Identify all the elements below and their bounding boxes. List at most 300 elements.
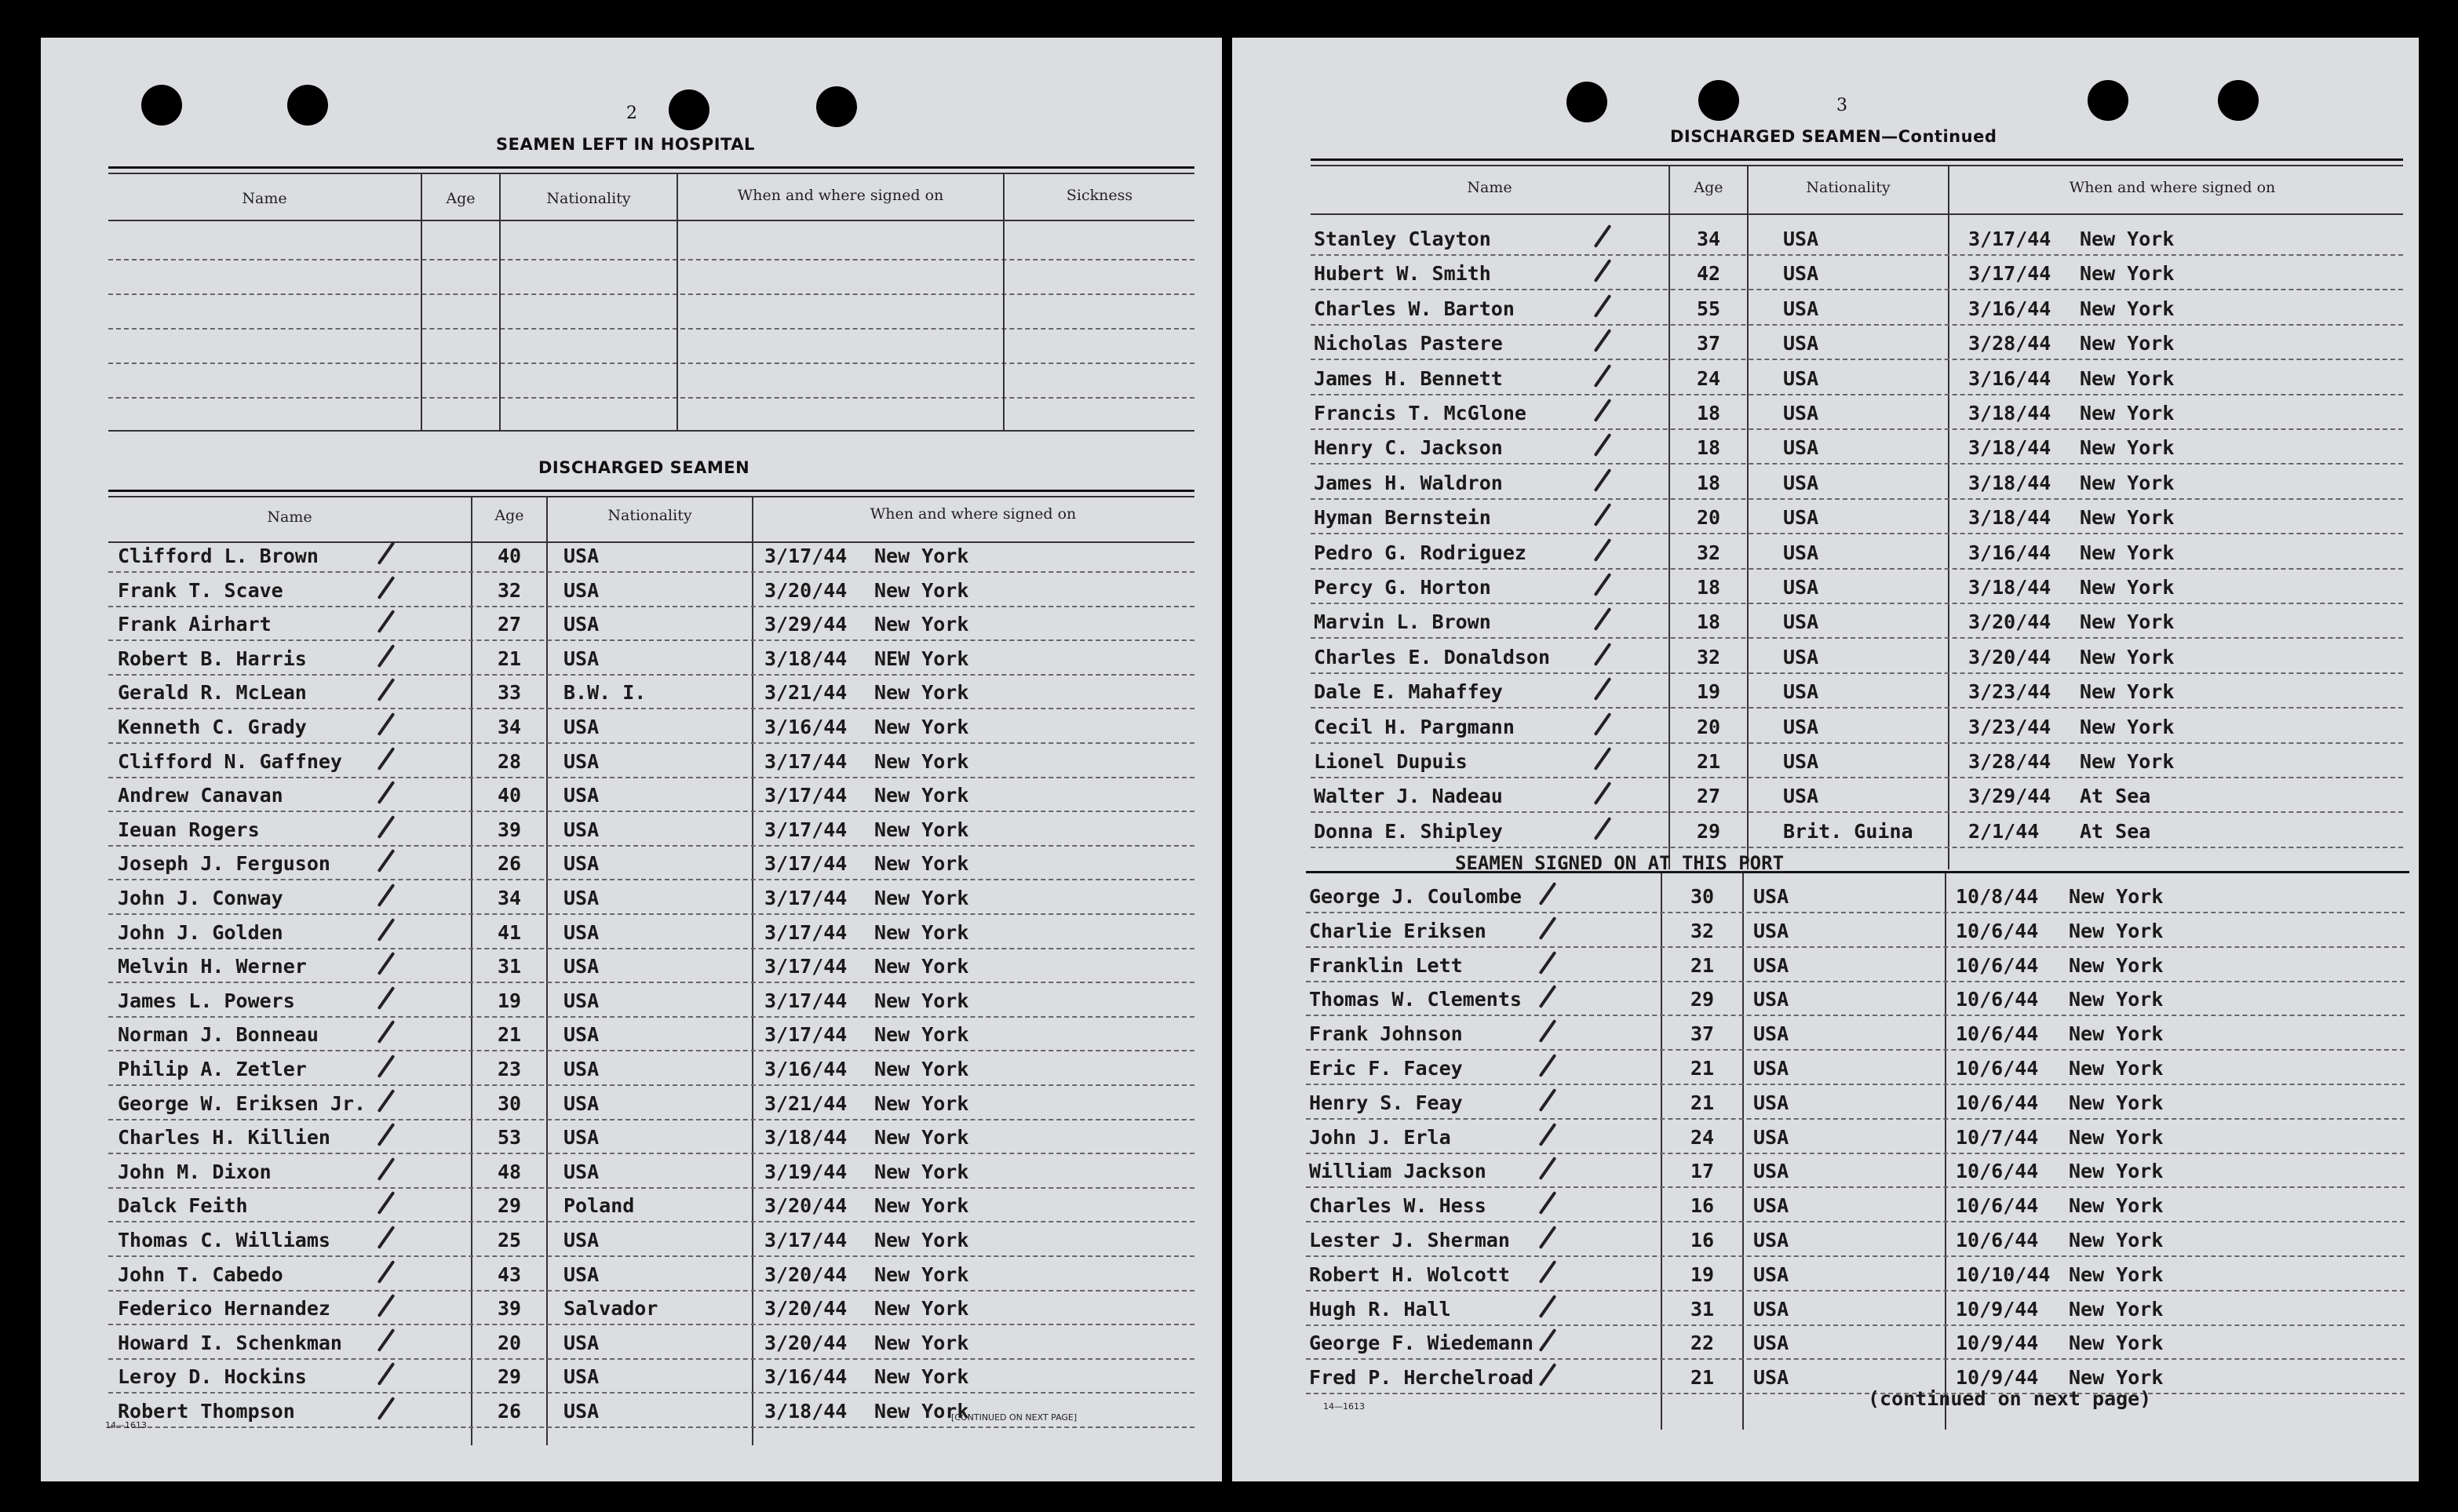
discharged-section-title: DISCHARGED SEAMEN <box>538 458 750 477</box>
seaman-name: Charles W. Barton <box>1314 297 1515 320</box>
signed-on-place: New York <box>2069 1125 2164 1149</box>
discharged-col-signed-on: When and where signed on <box>870 505 1077 523</box>
seaman-name: Charlie Eriksen <box>1309 919 1486 942</box>
seaman-age: 29 <box>497 1194 522 1218</box>
seaman-name: Ieuan Rogers <box>118 818 260 841</box>
signed-on-date: 10/6/44 <box>1956 1057 2039 1080</box>
signed-on-date: 3/16/44 <box>1968 297 2051 320</box>
seaman-name: Hyman Bernstein <box>1314 506 1491 530</box>
seaman-nationality: USA <box>563 578 600 602</box>
signed-on-place: New York <box>874 613 969 636</box>
seaman-name: Federico Hernandez <box>118 1297 330 1321</box>
col-age: Age <box>1694 179 1723 196</box>
seaman-nationality: USA <box>1753 1229 1789 1251</box>
signed-on-place: New York <box>874 1023 969 1047</box>
seaman-age: 34 <box>497 887 522 909</box>
signed-on-place: New York <box>2069 1229 2164 1251</box>
signed-on-place: New York <box>2080 680 2175 704</box>
signed-on-date: 3/29/44 <box>1968 785 2051 808</box>
check-mark-icon <box>1594 607 1612 631</box>
signed-on-date: 3/17/44 <box>764 1023 848 1047</box>
check-mark-icon <box>1594 782 1612 805</box>
signed-on-date: 10/6/44 <box>1956 1160 2039 1183</box>
seaman-name: Hubert W. Smith <box>1314 262 1491 286</box>
seaman-name: Melvin H. Werner <box>118 955 307 978</box>
seaman-name: Charles E. Donaldson <box>1314 645 1551 669</box>
signed-on-place: New York <box>2069 1194 2164 1218</box>
signed-on-date: 3/28/44 <box>1968 750 2051 773</box>
page-title: DISCHARGED SEAMEN—Continued <box>1670 127 1997 146</box>
check-mark-icon <box>1594 817 1612 840</box>
signed-on-date: 3/20/44 <box>1968 610 2051 634</box>
signed-on-date: 10/6/44 <box>1956 953 2039 977</box>
check-mark-icon <box>1539 1123 1557 1146</box>
check-mark-icon <box>1594 712 1612 736</box>
seaman-age: 16 <box>1690 1229 1715 1251</box>
seaman-nationality: USA <box>563 545 600 567</box>
col-signed-on: When and where signed on <box>2069 179 2276 196</box>
seaman-age: 20 <box>497 1331 522 1354</box>
signed-on-place: New York <box>2069 1366 2164 1390</box>
signed-on-date: 3/17/44 <box>764 818 848 841</box>
signed-on-place: At Sea <box>2080 819 2151 843</box>
seaman-name: Kenneth C. Grady <box>118 716 307 738</box>
seaman-nationality: USA <box>563 955 600 978</box>
seaman-age: 32 <box>497 578 522 602</box>
check-mark-icon <box>1539 1191 1557 1215</box>
signed-on-date: 3/17/44 <box>764 1229 848 1251</box>
seaman-nationality: USA <box>563 920 600 944</box>
check-mark-icon <box>1594 468 1612 492</box>
check-mark-icon <box>377 815 396 839</box>
seaman-age: 34 <box>497 716 522 738</box>
seaman-nationality: USA <box>563 1160 600 1183</box>
signed-on-date: 3/16/44 <box>764 716 848 738</box>
seaman-name: John J. Golden <box>118 920 283 944</box>
seaman-name: Norman J. Bonneau <box>118 1023 319 1047</box>
seaman-age: 32 <box>1690 919 1715 942</box>
seaman-age: 21 <box>1690 1366 1715 1390</box>
check-mark-icon <box>1594 643 1612 666</box>
seaman-name: Pedro G. Rodriguez <box>1314 541 1526 564</box>
signed-on-place: New York <box>874 1229 969 1251</box>
signed-on-date: 3/23/44 <box>1968 680 2051 704</box>
signed-on-place: New York <box>2069 988 2164 1011</box>
signed-on-place: New York <box>874 818 969 841</box>
seaman-name: Andrew Canavan <box>118 784 283 807</box>
signed-on-place: New York <box>874 749 969 773</box>
form-number: 14—1613 <box>105 1420 147 1430</box>
seaman-nationality: USA <box>1783 262 1819 286</box>
signed-on-place: New York <box>2080 541 2175 564</box>
seaman-age: 17 <box>1690 1160 1715 1183</box>
seaman-name: Philip A. Zetler <box>118 1058 307 1080</box>
check-mark-icon <box>1539 1328 1557 1352</box>
seaman-name: Thomas W. Clements <box>1309 988 1522 1011</box>
signed-on-place: New York <box>2069 1160 2164 1183</box>
seaman-name: Dalck Feith <box>118 1194 248 1218</box>
signed-on-place: New York <box>2080 576 2175 599</box>
seaman-name: John M. Dixon <box>118 1160 272 1183</box>
signed-on-date: 3/20/44 <box>1968 645 2051 669</box>
seaman-age: 21 <box>1690 1091 1715 1114</box>
signed-on-date: 10/6/44 <box>1956 1194 2039 1218</box>
seaman-nationality: USA <box>563 647 600 670</box>
seaman-age: 43 <box>497 1262 522 1286</box>
seaman-nationality: USA <box>1753 1057 1789 1080</box>
signed-on-place: New York <box>874 681 969 705</box>
check-mark-icon <box>377 712 396 736</box>
seaman-nationality: USA <box>563 887 600 909</box>
signed-on-place: New York <box>2080 715 2175 738</box>
signed-on-place: New York <box>2069 1297 2164 1321</box>
signed-on-place: New York <box>2080 610 2175 634</box>
check-mark-icon <box>377 1089 396 1113</box>
hospital-col-signed-on: When and where signed on <box>737 187 944 204</box>
seaman-nationality: USA <box>1753 1022 1789 1046</box>
seaman-age: 25 <box>497 1229 522 1251</box>
check-mark-icon <box>1594 329 1612 352</box>
seaman-nationality: USA <box>563 1262 600 1286</box>
seaman-name: Marvin L. Brown <box>1314 610 1491 634</box>
check-mark-icon <box>377 747 396 771</box>
seaman-age: 23 <box>497 1058 522 1080</box>
signed-on-date: 3/17/44 <box>1968 262 2051 286</box>
signed-on-date: 3/18/44 <box>1968 506 2051 530</box>
check-mark-icon <box>377 918 396 942</box>
signed-on-place: New York <box>2069 1022 2164 1046</box>
seaman-age: 27 <box>497 613 522 636</box>
discharged-col-nationality: Nationality <box>607 507 692 524</box>
seaman-age: 20 <box>1696 715 1721 738</box>
seaman-age: 42 <box>1696 262 1721 286</box>
signed-on-date: 3/20/44 <box>764 1297 848 1321</box>
check-mark-icon <box>1594 747 1612 771</box>
signed-on-date: 10/6/44 <box>1956 919 2039 942</box>
form-number: 14—1613 <box>1323 1401 1365 1412</box>
check-mark-icon <box>1539 1260 1557 1284</box>
signed-on-date: 3/18/44 <box>1968 471 2051 494</box>
check-mark-icon <box>377 1362 396 1386</box>
signed-on-place: New York <box>874 784 969 807</box>
seaman-nationality: USA <box>1753 1194 1789 1218</box>
seaman-nationality: USA <box>1753 919 1789 942</box>
signed-on-place: New York <box>874 1091 969 1115</box>
seaman-name: Donna E. Shipley <box>1314 819 1503 843</box>
seaman-age: 39 <box>497 818 522 841</box>
seaman-nationality: Salvador <box>563 1297 658 1321</box>
seaman-name: George W. Eriksen Jr. <box>118 1091 367 1115</box>
seaman-nationality: USA <box>1753 953 1789 977</box>
signed-on-date: 3/17/44 <box>764 852 848 876</box>
signed-on-place: New York <box>874 1262 969 1286</box>
left-page <box>41 38 1222 1481</box>
signed-on-place: New York <box>2080 228 2175 250</box>
seaman-age: 28 <box>497 749 522 773</box>
seaman-name: Robert H. Wolcott <box>1309 1262 1510 1286</box>
seaman-age: 19 <box>1696 680 1721 704</box>
check-mark-icon <box>377 884 396 907</box>
signed-on-place: New York <box>874 887 969 909</box>
check-mark-icon <box>377 1260 396 1284</box>
signed-on-date: 10/9/44 <box>1956 1332 2039 1355</box>
signed-on-place: New York <box>2080 645 2175 669</box>
signed-on-date: 10/9/44 <box>1956 1297 2039 1321</box>
seaman-nationality: USA <box>1753 1332 1789 1355</box>
seaman-name: James H. Bennett <box>1314 366 1503 390</box>
seaman-name: George F. Wiedemann <box>1309 1332 1534 1355</box>
seaman-nationality: B.W. I. <box>563 681 647 705</box>
signed-on-place: New York <box>874 1160 969 1183</box>
signed-on-place: New York <box>2080 750 2175 773</box>
check-mark-icon <box>377 1191 396 1215</box>
punch-hole <box>1698 80 1739 121</box>
seaman-age: 18 <box>1696 471 1721 494</box>
signed-on-date: 3/23/44 <box>1968 715 2051 738</box>
seaman-name: Stanley Clayton <box>1314 228 1491 250</box>
seaman-age: 41 <box>497 920 522 944</box>
signed-on-date: 3/20/44 <box>764 1194 848 1218</box>
seaman-nationality: USA <box>1783 715 1819 738</box>
signed-on-place: New York <box>2069 1091 2164 1114</box>
seaman-name: George J. Coulombe <box>1309 885 1522 908</box>
seaman-nationality: USA <box>1783 402 1819 424</box>
seaman-name: Henry S. Feay <box>1309 1091 1463 1114</box>
seaman-nationality: USA <box>1753 988 1789 1011</box>
signed-on-date: 3/17/44 <box>764 955 848 978</box>
check-mark-icon <box>377 1226 396 1249</box>
check-mark-icon <box>377 1055 396 1078</box>
hospital-col-name: Name <box>242 190 287 207</box>
seaman-nationality: USA <box>563 1229 600 1251</box>
seaman-name: Frank Airhart <box>118 613 272 636</box>
punch-hole <box>816 86 857 127</box>
seaman-age: 31 <box>497 955 522 978</box>
seaman-age: 21 <box>497 1023 522 1047</box>
check-mark-icon <box>1594 224 1612 248</box>
punch-hole <box>2088 80 2128 121</box>
seaman-nationality: USA <box>1783 366 1819 390</box>
signed-on-date: 10/10/44 <box>1956 1262 2051 1286</box>
seaman-age: 21 <box>1690 1057 1715 1080</box>
signed-on-date: 3/20/44 <box>764 1331 848 1354</box>
signed-on-place: New York <box>874 578 969 602</box>
signed-on-place: New York <box>874 1194 969 1218</box>
seaman-age: 18 <box>1696 402 1721 424</box>
signed-on-place: New York <box>874 716 969 738</box>
signed-on-date: 10/9/44 <box>1956 1366 2039 1390</box>
seaman-nationality: USA <box>1753 1297 1789 1321</box>
seaman-name: Robert Thompson <box>118 1400 295 1423</box>
page-number: 2 <box>626 104 637 123</box>
signed-on-date: 3/17/44 <box>764 749 848 773</box>
seaman-age: 40 <box>497 545 522 567</box>
seaman-nationality: USA <box>1783 750 1819 773</box>
seaman-name: Lionel Dupuis <box>1314 750 1468 773</box>
seaman-age: 21 <box>1690 953 1715 977</box>
signed-on-date: 3/28/44 <box>1968 332 2051 355</box>
hospital-col-sickness: Sickness <box>1066 187 1133 204</box>
signed-on-place: New York <box>2080 402 2175 424</box>
check-mark-icon <box>1594 399 1612 422</box>
punch-hole <box>2218 80 2259 121</box>
check-mark-icon <box>377 644 396 668</box>
seaman-nationality: USA <box>563 1058 600 1080</box>
check-mark-icon <box>377 1157 396 1181</box>
check-mark-icon <box>1594 677 1612 701</box>
seaman-nationality: USA <box>563 1365 600 1389</box>
punch-hole <box>287 85 328 126</box>
seaman-nationality: USA <box>1783 541 1819 564</box>
signed-on-date: 3/18/44 <box>1968 576 2051 599</box>
signed-on-date: 10/6/44 <box>1956 988 2039 1011</box>
seaman-name: Leroy D. Hockins <box>118 1365 307 1389</box>
signed-on-date: 3/20/44 <box>764 1262 848 1286</box>
seaman-age: 22 <box>1690 1332 1715 1355</box>
seaman-age: 19 <box>1690 1262 1715 1286</box>
signed-on-date: 3/17/44 <box>1968 228 2051 250</box>
punch-hole <box>141 85 182 126</box>
seaman-name: Hugh R. Hall <box>1309 1297 1451 1321</box>
discharged-col-name: Name <box>267 508 312 526</box>
seaman-age: 39 <box>497 1297 522 1321</box>
check-mark-icon <box>1594 433 1612 457</box>
signed-on-place: New York <box>874 545 969 567</box>
seaman-nationality: USA <box>1783 680 1819 704</box>
seaman-name: James L. Powers <box>118 989 295 1012</box>
signed-on-place: New York <box>874 1297 969 1321</box>
signed-on-place: New York <box>874 1126 969 1149</box>
signed-on-date: 3/21/44 <box>764 1091 848 1115</box>
check-mark-icon <box>377 1020 396 1044</box>
seaman-name: Howard I. Schenkman <box>118 1331 342 1354</box>
signed-on-date: 10/6/44 <box>1956 1229 2039 1251</box>
signed-on-date: 3/17/44 <box>764 784 848 807</box>
check-mark-icon <box>377 610 396 633</box>
seaman-nationality: USA <box>563 852 600 876</box>
seaman-name: Charles W. Hess <box>1309 1194 1486 1218</box>
seaman-age: 48 <box>497 1160 522 1183</box>
right-page <box>1232 38 2419 1481</box>
hospital-col-age: Age <box>446 190 476 207</box>
seaman-nationality: USA <box>1783 228 1819 250</box>
seaman-name: Nicholas Pastere <box>1314 332 1503 355</box>
check-mark-icon <box>1594 364 1612 388</box>
seaman-age: 30 <box>1690 885 1715 908</box>
seaman-age: 18 <box>1696 576 1721 599</box>
signed-on-place: New York <box>2080 262 2175 286</box>
seaman-age: 24 <box>1690 1125 1715 1149</box>
signed-on-place: New York <box>2080 366 2175 390</box>
seaman-name: Lester J. Sherman <box>1309 1229 1510 1251</box>
seaman-name: John J. Conway <box>118 887 283 909</box>
signed-on-place: New York <box>2080 297 2175 320</box>
signed-on-date: 10/6/44 <box>1956 1022 2039 1046</box>
seaman-age: 27 <box>1696 785 1721 808</box>
seaman-age: 26 <box>497 852 522 876</box>
seaman-nationality: USA <box>563 1091 600 1115</box>
seaman-age: 37 <box>1696 332 1721 355</box>
seaman-nationality: USA <box>1783 785 1819 808</box>
seaman-name: Clifford L. Brown <box>118 545 319 567</box>
seaman-age: 18 <box>1696 436 1721 460</box>
seaman-age: 20 <box>1696 506 1721 530</box>
check-mark-icon <box>1539 1088 1557 1112</box>
seaman-nationality: USA <box>1753 1091 1789 1114</box>
seaman-nationality: USA <box>1783 471 1819 494</box>
check-mark-icon <box>1539 951 1557 975</box>
check-mark-icon <box>1539 1157 1557 1180</box>
seaman-name: Cecil H. Pargmann <box>1314 715 1515 738</box>
signed-on-place: New York <box>2069 1057 2164 1080</box>
check-mark-icon <box>1539 1226 1557 1249</box>
continued-note: (continued on next page) <box>1868 1387 2152 1410</box>
signed-on-date: 3/20/44 <box>764 578 848 602</box>
check-mark-icon <box>377 1328 396 1352</box>
seaman-name: Henry C. Jackson <box>1314 436 1503 460</box>
seaman-age: 55 <box>1696 297 1721 320</box>
signed-on-date: 10/6/44 <box>1956 1091 2039 1114</box>
seaman-age: 19 <box>497 989 522 1012</box>
signed-on-place: New York <box>2080 332 2175 355</box>
seaman-nationality: Brit. Guina <box>1783 819 1913 843</box>
check-mark-icon <box>377 952 396 975</box>
check-mark-icon <box>1594 538 1612 562</box>
signed-on-date: 3/18/44 <box>764 1400 848 1423</box>
check-mark-icon <box>377 1294 396 1317</box>
seaman-age: 21 <box>497 647 522 670</box>
check-mark-icon <box>377 1123 396 1146</box>
discharged-col-age: Age <box>494 507 524 524</box>
seaman-name: Charles H. Killien <box>118 1126 330 1149</box>
signed-on-date: 3/18/44 <box>764 647 848 670</box>
seaman-nationality: USA <box>1783 506 1819 530</box>
seaman-name: John J. Erla <box>1309 1125 1451 1149</box>
signed-on-date: 10/8/44 <box>1956 885 2039 908</box>
signed-on-place: New York <box>874 1331 969 1354</box>
seaman-nationality: USA <box>563 784 600 807</box>
signed-on-place: New York <box>874 920 969 944</box>
signed-on-place: New York <box>2080 506 2175 530</box>
signed-on-date: 3/18/44 <box>764 1126 848 1149</box>
seaman-nationality: USA <box>1783 297 1819 320</box>
check-mark-icon <box>377 678 396 701</box>
seaman-nationality: USA <box>1783 645 1819 669</box>
check-mark-icon <box>1539 916 1557 940</box>
check-mark-icon <box>1539 1295 1557 1318</box>
seaman-name: Franklin Lett <box>1309 953 1463 977</box>
seaman-nationality: USA <box>1783 436 1819 460</box>
seaman-age: 53 <box>497 1126 522 1149</box>
seaman-age: 26 <box>497 1400 522 1423</box>
seaman-name: Fred P. Herchelroad <box>1309 1366 1534 1390</box>
signed-on-place: New York <box>2080 471 2175 494</box>
signed-on-date: 3/18/44 <box>1968 436 2051 460</box>
seaman-age: 31 <box>1690 1297 1715 1321</box>
check-mark-icon <box>377 1397 396 1420</box>
signed-on-place: New York <box>874 1365 969 1389</box>
seaman-name: Clifford N. Gaffney <box>118 749 342 773</box>
signed-on-date: 3/19/44 <box>764 1160 848 1183</box>
signed-on-date: 3/29/44 <box>764 613 848 636</box>
check-mark-icon <box>1594 503 1612 526</box>
signed-on-place: New York <box>874 989 969 1012</box>
seaman-nationality: USA <box>1753 885 1789 908</box>
signed-on-date: 2/1/44 <box>1968 819 2040 843</box>
seaman-age: 21 <box>1696 750 1721 773</box>
seaman-name: Frank Johnson <box>1309 1022 1463 1046</box>
signed-on-place: New York <box>2069 1262 2164 1286</box>
